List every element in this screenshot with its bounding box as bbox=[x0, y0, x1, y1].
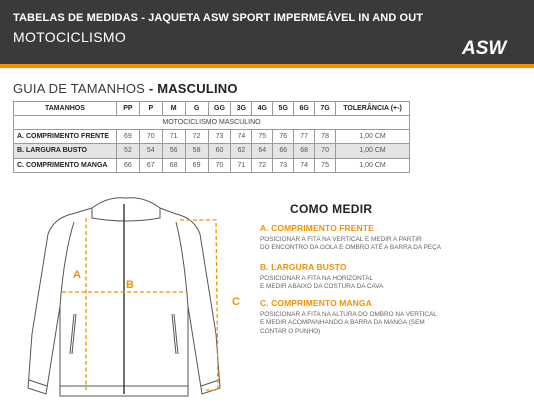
asw-logo-icon bbox=[460, 36, 516, 58]
guide-title-dash: - bbox=[145, 81, 158, 96]
table-cell: 58 bbox=[185, 144, 208, 158]
table-cell: 62 bbox=[231, 144, 252, 158]
table-cell: 71 bbox=[231, 158, 252, 172]
table-cell: 70 bbox=[208, 158, 231, 172]
label-b: B bbox=[126, 279, 134, 291]
jacket-diagram bbox=[20, 194, 230, 406]
label-a: A bbox=[73, 269, 81, 281]
table-header-row bbox=[14, 102, 410, 116]
guide-title-suffix: MASCULINO bbox=[157, 81, 238, 96]
size-table bbox=[13, 101, 410, 173]
accent-bar bbox=[0, 64, 534, 68]
table-cell: 66 bbox=[116, 158, 139, 172]
row-label: B. LARGURA BUSTO bbox=[14, 144, 117, 158]
table-group-label: MOTOCICLISMO MASCULINO bbox=[14, 116, 410, 130]
column-header: 3G bbox=[231, 102, 252, 116]
instruction-title: C. COMPRIMENTO MANGA bbox=[260, 298, 372, 308]
table-cell: 68 bbox=[162, 158, 185, 172]
table-cell: 52 bbox=[116, 144, 139, 158]
instruction-section-b bbox=[260, 262, 525, 292]
row-label: A. COMPRIMENTO FRENTE bbox=[14, 130, 117, 144]
table-cell: 77 bbox=[294, 130, 315, 144]
column-header: 4G bbox=[252, 102, 273, 116]
measure-line-c bbox=[180, 220, 218, 390]
column-header: G bbox=[185, 102, 208, 116]
table-row bbox=[14, 130, 410, 144]
table-cell: 74 bbox=[231, 130, 252, 144]
table-cell: 70 bbox=[139, 130, 162, 144]
column-header: 6G bbox=[294, 102, 315, 116]
column-header: PP bbox=[116, 102, 139, 116]
table-row bbox=[14, 144, 410, 158]
instruction-section-c bbox=[260, 298, 525, 336]
table-cell: 75 bbox=[315, 158, 336, 172]
column-header: 5G bbox=[273, 102, 294, 116]
tolerance-cell: 1,00 CM bbox=[336, 144, 410, 158]
tolerance-cell: 1,00 CM bbox=[336, 158, 410, 172]
table-cell: 54 bbox=[139, 144, 162, 158]
table-cell: 75 bbox=[252, 130, 273, 144]
table-cell: 73 bbox=[273, 158, 294, 172]
table-cell: 71 bbox=[162, 130, 185, 144]
table-cell: 72 bbox=[252, 158, 273, 172]
column-header: M bbox=[162, 102, 185, 116]
table-cell: 64 bbox=[252, 144, 273, 158]
table-cell: 74 bbox=[294, 158, 315, 172]
table-cell: 69 bbox=[116, 130, 139, 144]
table-cell: 67 bbox=[139, 158, 162, 172]
instruction-section-a bbox=[260, 223, 525, 253]
page-subtitle: MOTOCICLISMO bbox=[13, 29, 127, 45]
column-header: 7G bbox=[315, 102, 336, 116]
table-cell: 69 bbox=[185, 158, 208, 172]
tolerance-cell: 1,00 CM bbox=[336, 130, 410, 144]
logo-text: ASW bbox=[462, 38, 507, 58]
label-c: C bbox=[232, 296, 240, 308]
column-header: P bbox=[139, 102, 162, 116]
table-cell: 60 bbox=[208, 144, 231, 158]
column-header: TOLERÂNCIA (+-) bbox=[336, 102, 410, 116]
column-header: GG bbox=[208, 102, 231, 116]
table-cell: 70 bbox=[315, 144, 336, 158]
table-group-row bbox=[14, 116, 410, 130]
table-cell: 66 bbox=[273, 144, 294, 158]
instruction-text: POSICIONAR A FITA NA HORIZONTAL E MEDIR ABAIXO DA COSTURA DA CAVA bbox=[260, 275, 384, 291]
guide-title bbox=[13, 81, 238, 96]
row-label: C. COMPRIMENTO MANGA bbox=[14, 158, 117, 172]
table-cell: 68 bbox=[294, 144, 315, 158]
como-medir-title: COMO MEDIR bbox=[290, 202, 373, 216]
guide-title-prefix: GUIA DE TAMANHOS bbox=[13, 81, 146, 96]
page-title: TABELAS DE MEDIDAS - JAQUETA ASW SPORT IMPERMEÁVEL IN AND OUT bbox=[13, 12, 424, 24]
table-cell: 56 bbox=[162, 144, 185, 158]
page-header bbox=[0, 0, 534, 64]
instruction-text: POSICIONAR A FITA NA VERTICAL E MEDIR A PARTIR DO ENCONTRO DA GOLA E OMBRO ATÉ A BARRA DA PEÇA bbox=[260, 236, 441, 252]
table-row bbox=[14, 158, 410, 172]
instruction-text: POSICIONAR A FITA NA ALTURA DO OMBRO NA VERTICAL E MEDIR ACOMPANHANDO A BARRA DA MANGA (SEM CONTAR O PUNHO) bbox=[260, 311, 437, 335]
table-cell: 78 bbox=[315, 130, 336, 144]
column-header: TAMANHOS bbox=[14, 102, 117, 116]
instruction-title: B. LARGURA BUSTO bbox=[260, 262, 347, 272]
table-cell: 73 bbox=[208, 130, 231, 144]
table-cell: 76 bbox=[273, 130, 294, 144]
table-cell: 72 bbox=[185, 130, 208, 144]
instruction-title: A. COMPRIMENTO FRENTE bbox=[260, 223, 374, 233]
